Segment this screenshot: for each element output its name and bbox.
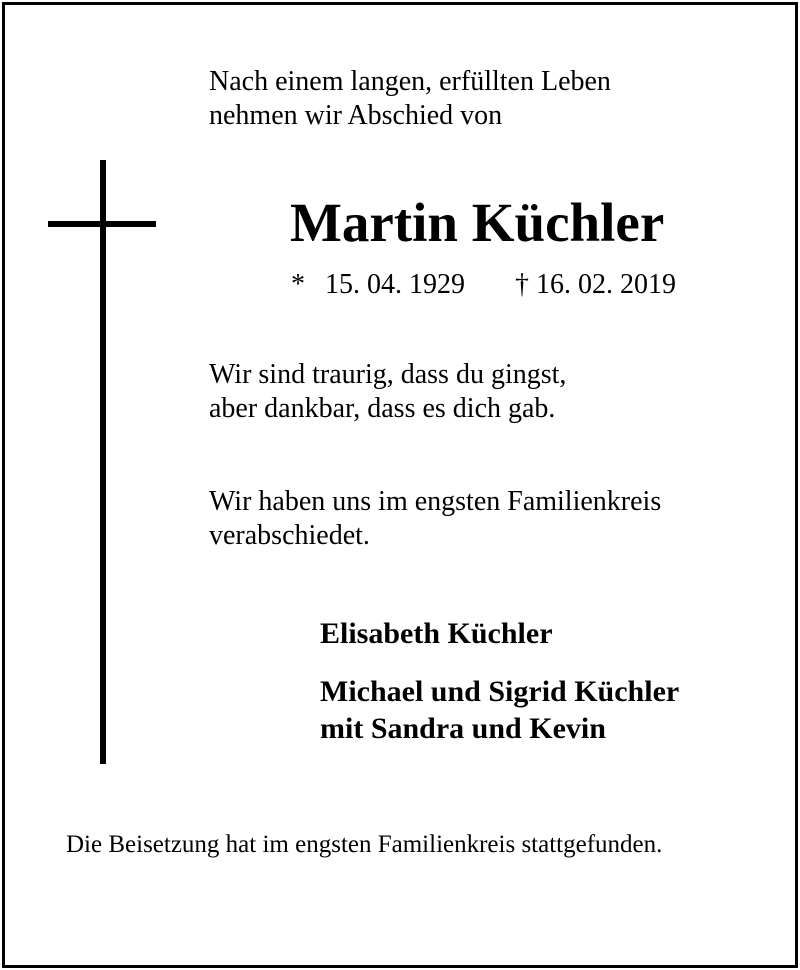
cross-horizontal-bar [48, 221, 156, 227]
death-symbol: † [515, 269, 529, 300]
birth-info [291, 268, 465, 302]
death-date: 16. 02. 2019 [536, 269, 676, 300]
intro-text [209, 65, 611, 133]
birth-symbol: * [291, 269, 305, 300]
burial-note: Die Beisetzung hat im engsten Familienkreis stattgefunden. [66, 831, 663, 858]
quote-text [209, 358, 566, 426]
birth-date: 15. 04. 1929 [325, 269, 465, 300]
mourner-name: mit Sandra und Kevin [320, 712, 606, 745]
quote-line: Wir sind traurig, dass du gingst, [209, 359, 567, 390]
farewell-line: Wir haben uns im engsten Familienkreis [209, 486, 662, 517]
intro-line: nehmen wir Abschied von [209, 100, 503, 131]
deceased-name: Martin Küchler [290, 192, 665, 253]
death-info [515, 268, 676, 302]
farewell-line: verabschiedet. [209, 520, 370, 551]
cross-vertical-bar [100, 160, 106, 764]
quote-line: aber dankbar, dass es dich gab. [209, 393, 556, 424]
farewell-text [209, 485, 661, 553]
intro-line: Nach einem langen, erfüllten Leben [209, 66, 611, 97]
mourner-name: Michael und Sigrid Küchler [320, 675, 680, 708]
mourner-name: Elisabeth Küchler [320, 617, 553, 650]
